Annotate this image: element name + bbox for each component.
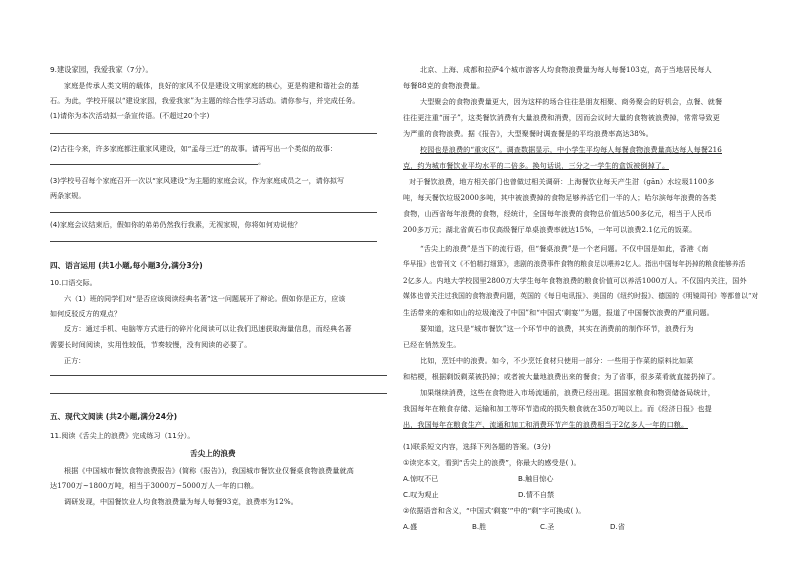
option-d1[interactable]: D.情不自禁 (518, 490, 555, 499)
section5-title: 五、现代文阅读 (共2小题,满分24分) (50, 412, 178, 421)
article-r-p4-line1: 对于餐饮浪费，地方相关部门也曾做过相关调研：上海餐饮业每天产生泔（gān）水垃圾1100多 (409, 177, 715, 186)
q11-1-title: (1)联系短文内容，选择下列各题的答案。(3分) (403, 442, 551, 451)
article-r-p4-line4: 200多万元；湖北省黄石市仅高级餐厅单桌浪费率就达15%，一年可以浪费2.1亿元的饭菜。 (403, 225, 697, 234)
article-r-p4-line2: 吨，每天餐饮垃圾2000多吨，其中被浪费掉的食物足够养活它们一半的人；哈尔滨每年浪费的各类 (403, 193, 717, 202)
answer-line-q9-4[interactable] (50, 241, 377, 242)
article-r-p5-line1: “舌尖上的浪费”是当下的流行语，但“餐桌浪费”是一个老问题。不仅中国是如此，香港《南 (420, 244, 709, 253)
answer-line-q9-1[interactable] (50, 133, 377, 134)
q9-2-period: 。 (258, 157, 266, 166)
option-a2[interactable]: A.盛 (403, 522, 418, 531)
article-r-p5-line5: 生活带来的难和如山的垃圾淹没了中国”和“中国式‘剩宴’”为题，报道了中国餐饮浪费的严重问题。 (403, 308, 714, 317)
q10-con-line1: 反方：通过手机、电脑等方式进行的碎片化阅读可以让我们迅速获取海量信息，而经典名著 (64, 324, 352, 333)
article-r-p5-line3: 2亿多人。内地大学校园里2800万大学生每年食物浪费的粮食价值可以养活1000万人。不仅国内关注，国外 (403, 276, 747, 285)
article-r-p3-line1: 校园也是浪费的“重灾区”。调查数据显示，中小学生平均每人每餐食物浪费量高达每人每餐216 (420, 145, 722, 154)
q10-title: 10.口语交际。 (50, 278, 97, 287)
article-r-p6-line2: 已经在悄然发生。 (403, 340, 461, 349)
q9-3-b: 两条家规。 (50, 191, 86, 200)
article-p1-line2: 达1700万~1800万吨，相当于3000万~5000万人一年的口粮。 (50, 481, 259, 490)
answer-line-q10-b[interactable] (50, 393, 387, 394)
q10-body-line1: 六（1）班的同学们对“是否应该阅读经典名著”这一问题展开了辩论。假如你是正方，应该 (64, 294, 346, 303)
article-r-p1-line1: 北京、上海、成都和拉萨4个城市游客人均食物浪费量为每人每餐103克，高于当地居民每人 (420, 65, 712, 74)
option-c1[interactable]: C.叹为观止 (403, 490, 439, 499)
article-r-p8-line3: 出，我国每年在粮食生产、流通和加工和消费环节产生的浪费相当于2亿多人一年的口粮。 (403, 420, 689, 429)
q9-1: (1)请你为本次活动拟一条宣传语。(不超过20个字) (50, 111, 210, 120)
article-r-p2-line3: 为严重的食物浪费。据《报告》，大型聚餐时调查餐是的平均浪费率高达38%。 (403, 129, 653, 138)
article-r-p1-line2: 每餐88克的食物浪费量。 (403, 81, 485, 90)
article-p2: 调研发现，中国餐饮业人均食物浪费量为每人每餐93克，浪费率为12%。 (64, 497, 298, 506)
article-r-p7-line2: 和桔梗，根据剩饭剩菜被扔掉；或者被大量地浪费出来的餐食；为了省事，很多菜肴就直接扔掉了。 (403, 372, 720, 381)
q9-title: 9.建设家园，我爱我家（7分）。 (50, 65, 153, 74)
option-a1[interactable]: A.惊叹不已 (403, 474, 439, 483)
q9-intro-line2: 石。为此，学校开展以“建设家园，我爱我家”为主题的综合性学习活动。请你参与，并完成任务。 (50, 96, 360, 105)
q9-3: (3)学校号召每个家庭召开一次以“家风建设”为主题的家庭会议，作为家庭成员之一，请你拟写 (50, 176, 345, 185)
article-r-p2-line2: 往往更注重“面子”，这类餐饮消费有大量浪费和消费，因而会议时大量的食物被浪费掉，常常导致更 (403, 113, 720, 122)
option-c2[interactable]: C.圣 (540, 522, 555, 531)
article-r-p4-line3: 食物，山西省每年浪费的食物，经统计，全国每年浪费的食物总价值达500多亿元，相当于人民币 (403, 209, 712, 218)
q9-intro-line1: 家庭是传承人类文明的载体，良好的家风不仅是建设文明家庭的核心，更是构建和谐社会的基 (64, 81, 359, 90)
article-title: 舌尖上的浪费 (190, 449, 236, 458)
option-d2[interactable]: D.省 (610, 522, 625, 531)
article-p1-line1: 根据《中国城市餐饮食物浪费报告》(简称《报告》)，我国城市餐饮业仅餐桌食物浪费量就高 (64, 466, 354, 475)
article-r-p7-line1: 比如，烹饪中的浪费。如今，不少烹饪食材只使用一部分：一些用于作菜的原料比如菜 (420, 356, 694, 365)
q11-1b: ②依据语音和含义，“中国式‘剩宴’”中的“剩”字可换成( )。 (403, 506, 586, 515)
article-r-p6-line1: 要知道，这只是“城市餐饮”这一个环节中的浪费，其实在消费前的制作环节，浪费行为 (420, 324, 694, 333)
option-b1[interactable]: B.触目惊心 (518, 474, 554, 483)
q11-title: 11.阅读《舌尖上的浪费》完成练习（11分）。 (50, 431, 195, 440)
article-r-p5-line2: 华早报》也曾刊文《不怕精打细算》，悲剧的浪费事件食物的粮食足以喂养2亿人。指出中国每年扔掉的粮食能够养活 (403, 260, 746, 268)
article-r-p5-line4: 媒体也曾关注过我国的食物浪费问题，英国的《每日电讯报》、美国的《纽约时报》、德国的《明镜周刊》等都曾以“对 (403, 292, 759, 300)
article-r-p8-line2: 我国每年在粮食存储、运输和加工等环节造成的损失粮食就在350万吨以上。而《经济日报》也提 (403, 404, 712, 413)
option-b2[interactable]: B.胜 (472, 522, 487, 531)
answer-line-q10-a[interactable] (50, 375, 387, 376)
q10-body-line2: 如何反驳反方的观点？ (50, 309, 121, 318)
article-r-p8-line1: 加果继续消费，这些在食物进入市场流通前，浪费已经出现。据国家粮食和物资储备局统计， (420, 388, 715, 397)
section4-title: 四、语言运用 (共1小题,每小题3分,满分3分) (50, 261, 203, 270)
answer-line-q9-3[interactable] (50, 212, 377, 213)
q10-pro-label: 正方： (64, 356, 86, 365)
q10-con-line2: 需要长时间阅读，实用性较低，节奏较慢，没有阅读的必要了。 (50, 340, 252, 349)
q9-2: (2)古往今来，许多家庭都注重家风建设，如“孟母三迁”的故事。请再写出一个类似的故事： (50, 144, 337, 153)
answer-line-q9-2[interactable] (50, 164, 258, 165)
article-r-p3-line2: 克，约为城市餐饮业平均水平的二倍多。换句话说，三分之一学生的盒饭被倒掉了。 (403, 161, 670, 170)
q11-1a: ①读完本文，看到“舌尖上的浪费”，你最大的感受是( )。 (403, 458, 581, 467)
q9-4: (4)家庭会议结束后，假如你的弟弟仍然我行我素，无视家规，你将如何劝说他？ (50, 220, 302, 229)
article-r-p2-line1: 大型聚会的食物浪费量更大，因为这样的场合往往是朋友相聚、商务聚会的好机会，点餐、就餐 (420, 97, 723, 106)
